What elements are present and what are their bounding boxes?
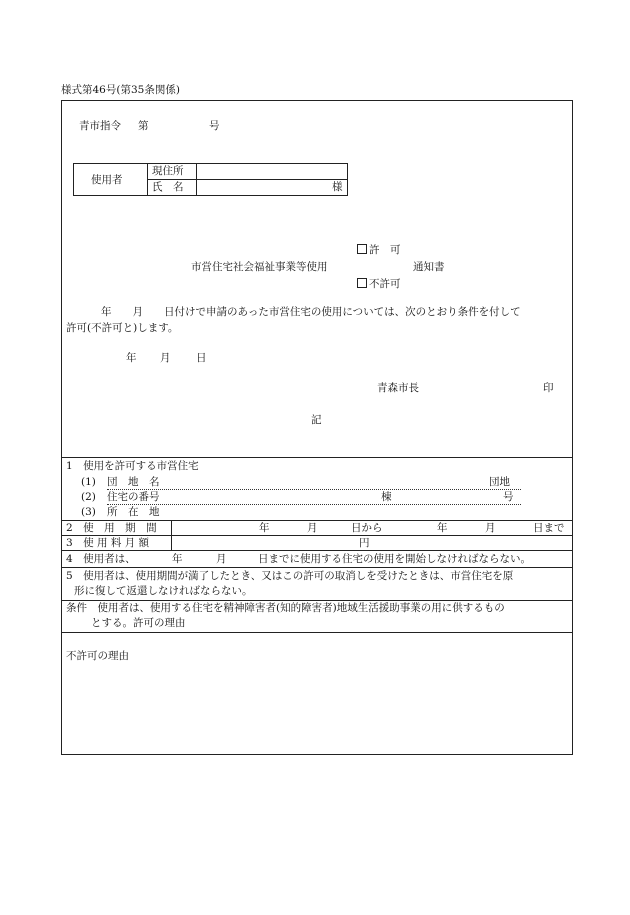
- condition-line-2: とする。許可の理由: [91, 617, 186, 629]
- body-line-2: 許可(不許可と)します。: [66, 322, 179, 334]
- item1-sub2-unit-mid: 棟: [381, 491, 392, 503]
- form-frame: [61, 100, 573, 755]
- item1-sub3-num: (3): [81, 506, 96, 518]
- item3-unit: 円: [359, 537, 370, 549]
- item1-title: 1 使用を許可する市営住宅: [66, 460, 199, 472]
- doc-number-prefix: 青市指令: [79, 120, 121, 132]
- checkbox-permit: [357, 244, 367, 254]
- item2-year-2: 年: [437, 522, 448, 534]
- item2-month-2: 月: [485, 522, 496, 534]
- doc-number-go: 号: [209, 120, 220, 132]
- item1-sub1-dotted-line: [107, 489, 521, 490]
- form-label: 様式第46号(第35条関係): [61, 84, 180, 96]
- body-line-1: 年 月 日付けで申請のあった市営住宅の使用については、次のとおり条件を付して: [101, 306, 521, 318]
- item1-sub2-label: 住宅の番号: [107, 491, 160, 503]
- items-top-rule: [61, 457, 573, 458]
- item3-label: 3 使 用 料 月 額: [66, 537, 150, 549]
- item2-label: 2 使 用 期 間: [66, 522, 157, 534]
- item2-from: 日から: [351, 522, 383, 534]
- notice-title: 市営住宅社会福祉事業等使用: [191, 261, 328, 273]
- deny-reason-label: 不許可の理由: [66, 650, 129, 662]
- doc-number-dai: 第: [138, 120, 149, 132]
- item5-line-2: 形に復して返還しなければならない。: [74, 585, 253, 597]
- honorific: 様: [332, 181, 343, 193]
- signer-title: 青森市長: [377, 382, 419, 394]
- option-permit: 許 可: [357, 244, 401, 256]
- date-month: 月: [160, 352, 171, 364]
- item1-sub2-dotted-line: [107, 504, 521, 505]
- ki-label: 記: [311, 414, 322, 426]
- seal-mark: 印: [543, 382, 554, 394]
- item1-sub2-unit-end: 号: [503, 491, 514, 503]
- item4-month: 月: [216, 553, 227, 565]
- name-label: 氏 名: [152, 181, 184, 193]
- user-table-header: 使用者: [91, 174, 123, 186]
- notice-title-suffix: 通知書: [413, 261, 445, 273]
- address-label: 現住所: [152, 165, 184, 177]
- condition-line-1: 条件 使用者は、使用する住宅を精神障害者(知的障害者)地域生活援助事業の用に供するもの: [66, 602, 505, 614]
- item2-until: 日まで: [533, 522, 565, 534]
- item1-sub3-label: 所 在 地: [107, 506, 160, 518]
- item1-sub1-unit: 団地: [489, 476, 510, 488]
- item4-lead: 4 使用者は、: [66, 553, 136, 565]
- date-day: 日: [196, 352, 207, 364]
- item1-sub1-num: (1): [81, 476, 96, 488]
- item2-year-1: 年: [259, 522, 270, 534]
- item1-sub1-label: 団 地 名: [107, 476, 160, 488]
- date-year: 年: [126, 352, 137, 364]
- item5-line-1: 5 使用者は、使用期間が満了したとき、又はこの許可の取消しを受けたときは、市営住宅を原: [66, 570, 514, 582]
- item2-month-1: 月: [307, 522, 318, 534]
- item1-sub2-num: (2): [81, 491, 96, 503]
- item4-year: 年: [172, 553, 183, 565]
- option-deny: 不許可: [357, 278, 401, 290]
- item4-rest: 日までに使用する住宅の使用を開始しなければならない。: [258, 553, 531, 565]
- checkbox-deny: [357, 278, 367, 288]
